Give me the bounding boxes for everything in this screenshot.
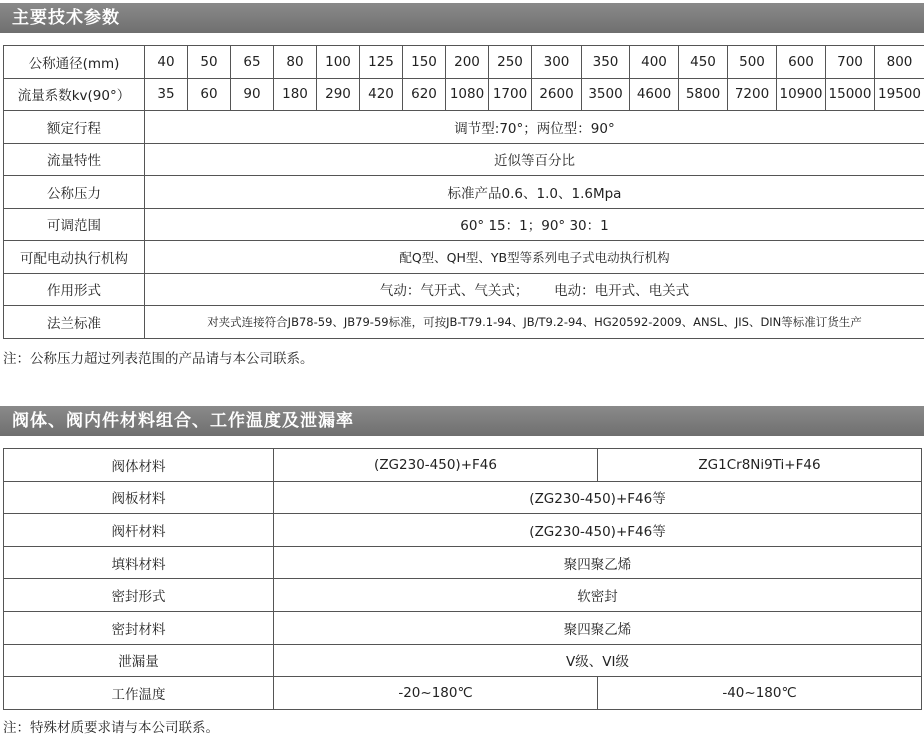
main-params-table bbox=[3, 45, 924, 339]
table-cell: (ZG230-450)+F46等 bbox=[274, 481, 922, 514]
table-row bbox=[4, 208, 924, 241]
row-label: 泄漏量 bbox=[4, 644, 274, 677]
table-cell: 300 bbox=[532, 46, 582, 79]
row-label: 阀体材料 bbox=[4, 449, 274, 482]
row-label: 法兰标准 bbox=[4, 306, 145, 339]
row-label: 作用形式 bbox=[4, 273, 145, 306]
table-cell: 40 bbox=[145, 46, 188, 79]
table-cell: ZG1Cr8Ni9Ti+F46 bbox=[598, 449, 922, 482]
table-cell: 5800 bbox=[679, 78, 728, 111]
table-row bbox=[4, 273, 924, 306]
table-row bbox=[4, 514, 922, 547]
table-cell: 700 bbox=[826, 46, 875, 79]
table-cell: 450 bbox=[679, 46, 728, 79]
table-cell: 1080 bbox=[446, 78, 489, 111]
table-cell: 50 bbox=[188, 46, 231, 79]
row-label: 公称通径(mm) bbox=[4, 46, 145, 79]
table-row bbox=[4, 143, 924, 176]
table-cell: (ZG230-450)+F46等 bbox=[274, 514, 922, 547]
table-cell: 10900 bbox=[777, 78, 826, 111]
table-row bbox=[4, 644, 922, 677]
row-label: 流量系数kv(90°） bbox=[4, 78, 145, 111]
table-cell: 65 bbox=[231, 46, 274, 79]
row-label: 工作温度 bbox=[4, 677, 274, 710]
table-cell: 100 bbox=[317, 46, 360, 79]
table-cell: 对夹式连接符合JB78-59、JB79-59标准，可按JB-T79.1-94、JB/T9.2-94、HG20592-2009、ANSL、JIS、DIN等标准订货生产 bbox=[145, 306, 924, 339]
row-label: 可调范围 bbox=[4, 208, 145, 241]
row-label: 填料材料 bbox=[4, 546, 274, 579]
row-label: 密封材料 bbox=[4, 611, 274, 644]
table-cell: 气动：气开式、气关式； 电动：电开式、电关式 bbox=[145, 273, 924, 306]
section-title-main-params: 主要技术参数 bbox=[0, 3, 924, 33]
table-row bbox=[4, 78, 924, 111]
table-cell: 35 bbox=[145, 78, 188, 111]
row-label: 公称压力 bbox=[4, 176, 145, 209]
table-cell: 250 bbox=[489, 46, 532, 79]
table-cell: 标准产品0.6、1.0、1.6Mpa bbox=[145, 176, 924, 209]
table-cell: 290 bbox=[317, 78, 360, 111]
table-row bbox=[4, 579, 922, 612]
table-cell: 15000 bbox=[826, 78, 875, 111]
table-row bbox=[4, 611, 922, 644]
row-label: 阀杆材料 bbox=[4, 514, 274, 547]
table-row bbox=[4, 46, 924, 79]
table-row bbox=[4, 677, 922, 710]
table-cell: 125 bbox=[360, 46, 403, 79]
table-cell: 2600 bbox=[532, 78, 582, 111]
table-cell: 软密封 bbox=[274, 579, 922, 612]
table-cell: 3500 bbox=[582, 78, 630, 111]
table-cell: -40~180℃ bbox=[598, 677, 922, 710]
table-row bbox=[4, 449, 922, 482]
table-row bbox=[4, 176, 924, 209]
table-cell: 60° 15：1；90° 30：1 bbox=[145, 208, 924, 241]
table-cell: 近似等百分比 bbox=[145, 143, 924, 176]
table-cell: -20~180℃ bbox=[274, 677, 598, 710]
table-cell: 19500 bbox=[875, 78, 924, 111]
table-cell: 620 bbox=[403, 78, 446, 111]
table-cell: 200 bbox=[446, 46, 489, 79]
materials-table bbox=[3, 448, 922, 710]
table-cell: 聚四聚乙烯 bbox=[274, 546, 922, 579]
table-cell: 350 bbox=[582, 46, 630, 79]
table-cell: 90 bbox=[231, 78, 274, 111]
row-label: 流量特性 bbox=[4, 143, 145, 176]
table-cell: 4600 bbox=[630, 78, 679, 111]
row-label: 额定行程 bbox=[4, 111, 145, 144]
table-cell: 400 bbox=[630, 46, 679, 79]
note-materials: 注：特殊材质要求请与本公司联系。 bbox=[3, 720, 219, 736]
table-cell: 150 bbox=[403, 46, 446, 79]
row-label: 可配电动执行机构 bbox=[4, 241, 145, 274]
table-cell: 800 bbox=[875, 46, 924, 79]
table-row bbox=[4, 111, 924, 144]
row-label: 阀板材料 bbox=[4, 481, 274, 514]
table-cell: 600 bbox=[777, 46, 826, 79]
table-cell: (ZG230-450)+F46 bbox=[274, 449, 598, 482]
section-title-materials: 阀体、阀内件材料组合、工作温度及泄漏率 bbox=[0, 406, 924, 436]
table-cell: 7200 bbox=[728, 78, 777, 111]
table-cell: 调节型:70°；两位型：90° bbox=[145, 111, 924, 144]
table-row bbox=[4, 306, 924, 339]
table-cell: 500 bbox=[728, 46, 777, 79]
table-cell: 420 bbox=[360, 78, 403, 111]
table-cell: 配Q型、QH型、YB型等系列电子式电动执行机构 bbox=[145, 241, 924, 274]
note-pressure: 注：公称压力超过列表范围的产品请与本公司联系。 bbox=[3, 351, 314, 367]
table-cell: 1700 bbox=[489, 78, 532, 111]
table-cell: 180 bbox=[274, 78, 317, 111]
table-row bbox=[4, 546, 922, 579]
table-cell: V级、VI级 bbox=[274, 644, 922, 677]
table-row bbox=[4, 481, 922, 514]
table-row bbox=[4, 241, 924, 274]
table-cell: 80 bbox=[274, 46, 317, 79]
table-cell: 60 bbox=[188, 78, 231, 111]
row-label: 密封形式 bbox=[4, 579, 274, 612]
table-cell: 聚四聚乙烯 bbox=[274, 611, 922, 644]
